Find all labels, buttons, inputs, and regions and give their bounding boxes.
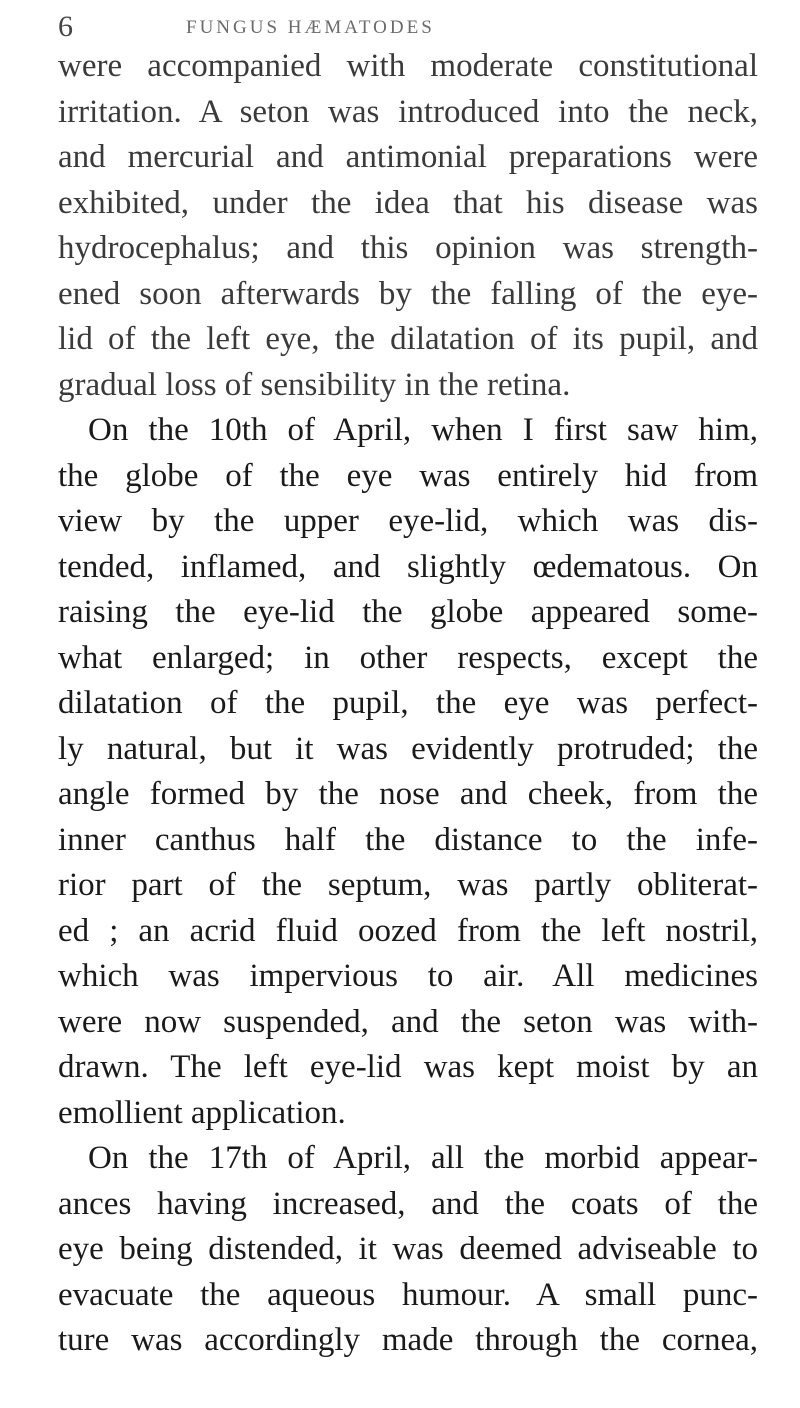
text-line: what enlarged; in other respects, except the: [58, 639, 758, 676]
text-line: hydrocephalus; and this opinion was strength-: [58, 230, 758, 266]
text-line: angle formed by the nose and cheek, from the: [58, 776, 758, 812]
text-line: evacuate the aqueous humour. A small punc-: [58, 1276, 758, 1313]
text-line: eye being distended, it was deemed adviseable to: [58, 1231, 758, 1267]
page-number: 6: [58, 10, 73, 43]
text-line: ed ; an acrid fluid oozed from the left nostril,: [58, 912, 758, 949]
running-title: FUNGUS HÆMATODES: [186, 17, 435, 38]
text-line: the globe of the eye was entirely hid from: [58, 457, 758, 494]
text-line: On the 17th of April, all the morbid appear-: [88, 1140, 758, 1176]
text-line: irritation. A seton was introduced into the neck,: [58, 93, 758, 130]
text-line: inner canthus half the distance to the infe-: [58, 821, 758, 858]
text-line: drawn. The left eye-lid was kept moist by an: [58, 1049, 758, 1085]
text-line: gradual loss of sensibility in the retina.: [58, 366, 571, 403]
text-line: ened soon afterwards by the falling of the eye-: [58, 275, 758, 312]
text-line: rior part of the septum, was partly obliterat-: [58, 867, 758, 903]
text-line: ture was accordingly made through the cornea,: [58, 1322, 758, 1358]
body-text: [58, 44, 758, 1364]
text-line: On the 10th of April, when I first saw him,: [88, 412, 758, 448]
text-line: lid of the left eye, the dilatation of its pupil, and: [58, 321, 758, 357]
text-line: ances having increased, and the coats of the: [58, 1185, 758, 1222]
text-line: which was impervious to air. All medicines: [58, 958, 758, 994]
text-line: tended, inflamed, and slightly œdematous. On: [58, 548, 758, 585]
text-line: ly natural, but it was evidently protruded; the: [58, 730, 758, 767]
text-line: exhibited, under the idea that his disease was: [58, 184, 758, 221]
running-head: [58, 10, 758, 44]
text-line: and mercurial and antimonial preparations were: [58, 139, 758, 175]
text-line: were now suspended, and the seton was with-: [58, 1003, 758, 1040]
text-line: view by the upper eye-lid, which was dis-: [58, 503, 758, 539]
text-line: emollient application.: [58, 1094, 346, 1131]
text-line: dilatation of the pupil, the eye was perfect-: [58, 685, 758, 721]
text-line: raising the eye-lid the globe appeared some-: [58, 594, 758, 630]
text-line: were accompanied with moderate constitutional: [58, 48, 758, 84]
